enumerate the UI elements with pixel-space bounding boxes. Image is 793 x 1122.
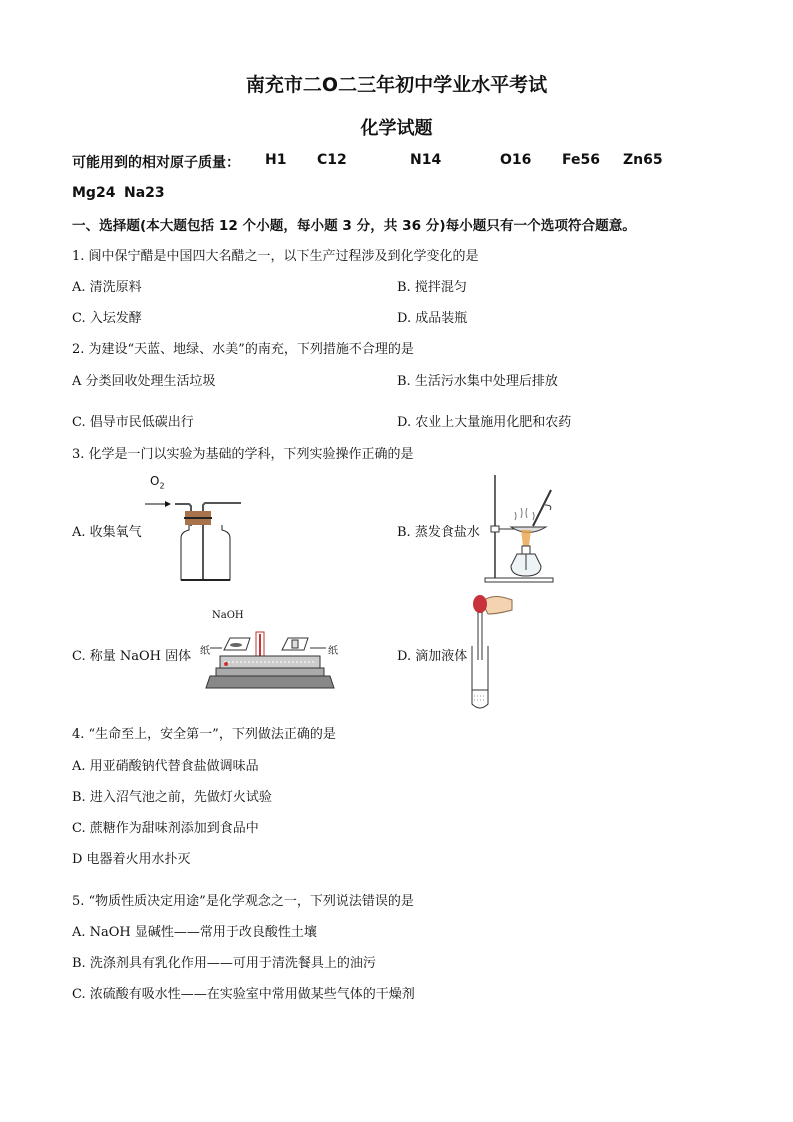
- naoh-label: NaOH: [212, 610, 244, 621]
- atomic-mass-label: 可能用到的相对原子质量：: [72, 155, 240, 171]
- question-5-option-a: A. NaOH 显碱性——常用于改良酸性土壤: [72, 925, 317, 940]
- exam-subtitle: 化学试题: [360, 118, 433, 139]
- exam-title: 南充市二O二三年初中学业水平考试: [245, 74, 548, 96]
- question-1-stem: 1. 阆中保宁醋是中国四大名醋之一，以下生产过程涉及到化学变化的是: [72, 249, 479, 264]
- question-1-option-d: D. 成品装瓶: [397, 311, 468, 326]
- question-5-stem: 5. “物质性质决定用途”是化学观念之一，下列说法错误的是: [72, 894, 414, 909]
- atomic-mass-fe: Fe56: [562, 152, 600, 168]
- question-2-option-b: B. 生活污水集中处理后排放: [397, 374, 558, 389]
- paper-right-label: 纸: [328, 646, 338, 657]
- question-4-option-a: A. 用亚硝酸钠代替食盐做调味品: [72, 759, 259, 774]
- atomic-mass-c: C12: [317, 152, 347, 168]
- oxygen-label: $O_2$: [150, 474, 165, 491]
- atomic-mass-zn: Zn65: [623, 152, 663, 168]
- balance-icon: [200, 610, 340, 692]
- paper-left-label: 纸: [200, 646, 210, 657]
- question-4-option-c: C. 蔗糖作为甜味剂添加到食品中: [72, 821, 259, 836]
- question-3-stem: 3. 化学是一门以实验为基础的学科，下列实验操作正确的是: [72, 447, 414, 462]
- question-1-option-b: B. 搅拌混匀: [397, 280, 467, 295]
- question-2-option-c: C. 倡导市民低碳出行: [72, 415, 194, 430]
- question-5-option-b: B. 洗涤剂具有乳化作用——可用于清洗餐具上的油污: [72, 956, 376, 971]
- evaporation-setup-figure: [483, 470, 563, 585]
- question-3-option-c: C. 称量 NaOH 固体: [72, 649, 192, 664]
- atomic-mass-na: Na23: [124, 185, 165, 201]
- atomic-mass-mg: Mg24: [72, 185, 116, 201]
- evaporation-apparatus-icon: [483, 470, 563, 585]
- question-4-option-d: D 电器着火用水扑灭: [72, 852, 191, 867]
- atomic-mass-h: H1: [265, 152, 287, 168]
- dropper-test-tube-icon: [468, 590, 518, 715]
- question-1-option-a: A. 清洗原料: [72, 280, 142, 295]
- question-3-option-d: D. 滴加液体: [397, 649, 468, 664]
- question-2-stem: 2. 为建设“天蓝、地绿、水美”的南充，下列措施不合理的是: [72, 342, 414, 357]
- question-2-option-d: D. 农业上大量施用化肥和农药: [397, 415, 572, 430]
- gas-collection-bottle-figure: [145, 472, 255, 584]
- question-1-option-c: C. 入坛发酵: [72, 311, 142, 326]
- dropper-figure: [468, 590, 518, 715]
- question-4-option-b: B. 进入沼气池之前，先做灯火试验: [72, 790, 272, 805]
- question-5-option-c: C. 浓硫酸有吸水性——在实验室中常用做某些气体的干燥剂: [72, 987, 415, 1002]
- section-heading: 一、选择题(本大题包括 12 个小题，每小题 3 分，共 36 分)每小题只有一个选项符合题意。: [72, 218, 636, 234]
- question-4-stem: 4. “生命至上，安全第一”，下列做法正确的是: [72, 727, 336, 742]
- question-3-option-b: B. 蒸发食盐水: [397, 525, 480, 540]
- atomic-mass-o: O16: [500, 152, 532, 168]
- question-2-option-a: A 分类回收处理生活垃圾: [72, 374, 216, 389]
- question-3-option-a: A. 收集氧气: [72, 525, 142, 540]
- atomic-mass-n: N14: [410, 152, 442, 168]
- balance-figure: [200, 610, 340, 692]
